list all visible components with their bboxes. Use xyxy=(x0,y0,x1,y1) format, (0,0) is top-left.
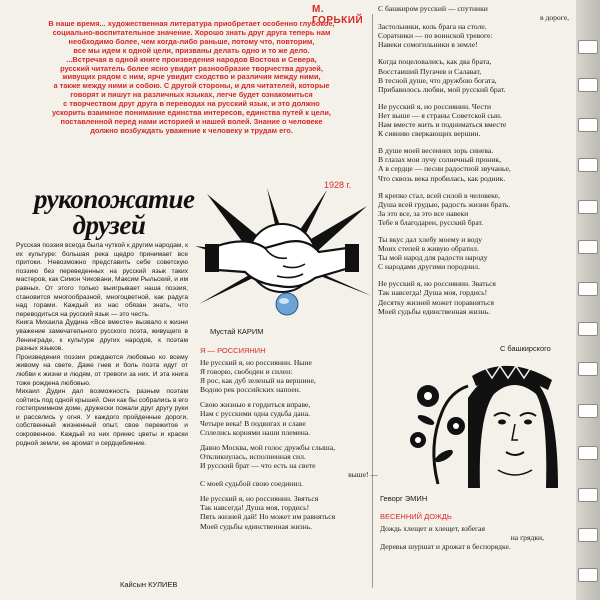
emin-poet-name: Геворг ЭМИН xyxy=(380,494,428,503)
section-title-line: рукопожатие xyxy=(34,184,195,214)
poem-line: За это все, за это все навеки xyxy=(378,208,469,218)
emin-poem-title: ВЕСЕННИЙ ДОЖДЬ xyxy=(380,512,452,521)
poem-line: Откликнулась, исполненная сил. xyxy=(200,451,306,461)
gorky-line: говорят и пишут на различных языках, легче будет ознакомиться xyxy=(70,90,313,100)
poem-line: Сплелись корнями наши племена. xyxy=(200,427,311,437)
binding-tab xyxy=(578,282,598,296)
gorky-line: ускорить взаимное понимание единства интересов, единства путей к цели, xyxy=(52,108,331,118)
poem-line: Свою жизнью я гордиться вправе, xyxy=(200,400,311,410)
gorky-line: поставленной перед нами историей и нашей волей. Знание о человеке xyxy=(60,116,323,126)
poem-line: Ты вкус дал хлебу моему и воду xyxy=(378,234,483,244)
gorky-line: социально-воспитательное значение. Хорошо знать друг друга теперь нам xyxy=(52,27,331,37)
poem-line: Не русский я, но россиянин. Чести xyxy=(378,101,492,111)
poem-line: Что сквозь века пробилась, как родник. xyxy=(378,173,506,183)
poem-line: Деревья шуршат и дрожат в беспорядке. xyxy=(380,542,511,552)
gorky-line: все мы идем к одной цели, призваны делать одно и то же дело. xyxy=(73,45,310,55)
poem-line: Моих степей в живую обратил. xyxy=(378,244,479,254)
poem-line: Прибавилось любви, мой русский брат. xyxy=(378,84,506,94)
poem-stanza xyxy=(378,102,573,138)
poem-line: Моей судьбы единственная жизнь. xyxy=(200,521,313,531)
intro-signature: Кайсын КУЛИЕВ xyxy=(120,580,178,589)
poem-line: Дождь хлещет и хлещет, взбегая xyxy=(380,524,486,533)
handshake-illustration xyxy=(187,186,377,326)
poem-line: Не русский я, но россиянин. Ныне xyxy=(200,358,312,367)
gorky-line: ...Встречая в одной книге произведения народов Востока и Севера, xyxy=(66,54,317,64)
binding-tab xyxy=(578,488,598,502)
intro-article xyxy=(16,242,188,448)
poem-line: Нам вместе жить и подниматься вместе xyxy=(378,120,507,130)
karim-poem-continuation xyxy=(378,4,573,316)
left-column xyxy=(12,0,378,600)
translation-note: С башкирского xyxy=(500,344,551,353)
poem-line: Не русский я, но россиянин. Зваться xyxy=(378,279,496,289)
gorky-line: должно возбуждать уважение к человеку и трудам его. xyxy=(90,125,293,135)
binding-spine xyxy=(576,0,600,600)
poem-stanza xyxy=(378,57,573,93)
gorky-line: необходимо более, чем когда-либо раньше, потому что, повторим, xyxy=(68,36,315,46)
gorky-quote xyxy=(14,20,369,136)
section-title xyxy=(34,184,195,240)
poem-line: Пять жизней дай! Но может им равняться xyxy=(200,512,336,522)
poem-line: А в сердце — песни радостной звучанье, xyxy=(378,164,511,174)
poem-line: Так навсегда! Душа моя, гордись! xyxy=(378,288,488,298)
karim-poet-name: Мустай КАРИМ xyxy=(210,327,264,336)
emin-poem xyxy=(380,524,570,551)
poem-line: К сиянию сверкающих вершин. xyxy=(378,129,481,139)
poem-line: Соратники — по воинской тревоге: xyxy=(378,31,493,41)
poem-line: В душе моей весенних зорь синева. xyxy=(378,146,494,156)
gorky-year: 1928 г. xyxy=(324,180,352,190)
gorky-line: с творчеством друг друга в переводах на русский язык, и это должно xyxy=(63,99,320,109)
poem-stanza xyxy=(378,146,573,182)
binding-tab xyxy=(578,200,598,214)
karim-poem-title: Я — РОССИЯНИН xyxy=(200,346,266,355)
gorky-line: русский читатель более ясно увидит разнообразие творчества друзей, xyxy=(60,63,323,73)
woman-portrait-illustration xyxy=(398,356,568,488)
flower-branch-icon xyxy=(410,385,468,484)
poem-line: Нам с русскими одна судьба дана. xyxy=(200,409,310,419)
binding-tab xyxy=(578,404,598,418)
intro-paragraph: Произведения поэзии рождаются любовью ко всему живому на свете. Даже гнев и боль поэта идут от любви к жизни и людям, от тревоги за них. И эта книга тоже рождена любовью. xyxy=(16,353,188,387)
globe-icon xyxy=(276,293,298,315)
poem-stanza xyxy=(378,191,573,227)
poem-line: Нет выше — я страны Советской сын. xyxy=(378,110,502,120)
poem-line: Четыре века! В подвигах и славе xyxy=(200,418,306,428)
poem-line: Я крепко стал, всей силой в человеке, xyxy=(378,190,500,200)
poem-stanza xyxy=(378,279,573,315)
binding-tab xyxy=(578,362,598,376)
section-title-line: друзей xyxy=(72,210,146,240)
poem-line: С народами другими породнил. xyxy=(378,262,480,272)
poem-line: Тебе я благодарен, русский брат. xyxy=(378,217,484,227)
binding-tab xyxy=(578,240,598,254)
gorky-author: М. ГОРЬКИЙ xyxy=(312,4,364,26)
gorky-line: живущих рядом с ним, ярче увидит сходство и различия между ними, xyxy=(62,72,321,82)
intro-paragraph: Русская поэзия всегда была чуткой к другим народам, к их культуре: большая река щедро принимает все притоки. Невозможно представить себе советскую поэзию без переведенных на русский язык таких мастеров, как Симон Чиковани, Максим Рыльский, и им равных. От этого только выигрывает наша поэзия, становится многообразной, многоцветной, как радуга над горами. Каждый из нас обязан знать, что переводиться на русский язык — это честь. xyxy=(16,242,188,318)
poem-line: на грядки, xyxy=(510,533,544,543)
binding-tab xyxy=(578,40,598,54)
poem-line: в дороге, xyxy=(539,13,569,23)
poem-line: Душа всей грудью, радость жизни брать. xyxy=(378,199,511,209)
poem-line: Застольники, коль брага на столе. xyxy=(378,22,487,32)
intro-paragraph: Книга Михаила Дудина «Все вместе» вызвало к жизни уважение замечательного русского поэта, живущего в Ленинграде, к культуре других народов, к поэтам разных языков. xyxy=(16,319,188,353)
poem-stanza xyxy=(378,235,573,271)
poem-line: Так навсегда! Душа моя, гордись! xyxy=(200,503,310,513)
poem-line: Десятку жизней может поравняться xyxy=(378,297,494,307)
poem-stanza xyxy=(378,4,573,49)
gorky-line: В наше время... художественная литература приобретает особенно глубокое, xyxy=(48,19,335,28)
poem-line: выше! — xyxy=(348,470,378,480)
poem-line: С башкиром русский — спутники xyxy=(378,4,488,13)
poem-line: Моей судьбы единственная жизнь. xyxy=(378,306,491,316)
poem-line: Не русский я, но россиянин. Звяться xyxy=(200,494,319,504)
poem-line: В тесной душе, что дружбою богата, xyxy=(378,75,497,85)
poem-line: С моей судьбой свою соединил. xyxy=(200,479,304,489)
poem-line: Ты мой народ для радости народу xyxy=(378,253,488,263)
gorky-line: а также между ними и собою. С другой стороны, и для читателей, которые xyxy=(53,81,330,91)
karim-poem xyxy=(200,358,382,531)
poem-line: Восставший Пугачев и Салават, xyxy=(378,66,482,76)
binding-tab xyxy=(578,568,598,582)
poem-line: В глазах мои лучу солнечный проник, xyxy=(378,155,502,165)
poem-line: Водою рек российских напоен. xyxy=(200,385,301,395)
binding-tab xyxy=(578,118,598,132)
binding-tab xyxy=(578,322,598,336)
right-column xyxy=(378,4,573,600)
binding-tab xyxy=(578,78,598,92)
poem-line: И русский брат — что есть на свете xyxy=(200,460,316,470)
poem-line: Навеки сомогильники в земле! xyxy=(378,40,478,50)
woman-face-icon xyxy=(468,366,558,488)
poem-line: Давно Москва, мой голос дружбы слыша, xyxy=(200,442,336,452)
intro-paragraph: Михаил Дудин дал возможность разным поэтам сойтись под одной крышей. Они как бы собрались в его гостеприимном доме, дружески пожали друг другу руки и расселись у огня. У каждого пройденные дороги, собственный жизненный опыт, свое пережитое и сокровенное. Каждый из них принес цветы и краски родной земли, ее аромат и сердцебиение. xyxy=(16,388,188,447)
poem-line: Я говорю, свободен и силен: xyxy=(200,367,293,377)
poem-line: Я рос, как дуб зеленый на вершине, xyxy=(200,376,316,386)
binding-tab xyxy=(578,446,598,460)
poem-line: Когда поцеловались, как два брата, xyxy=(378,57,492,67)
binding-tab xyxy=(578,528,598,542)
binding-tab xyxy=(578,158,598,172)
